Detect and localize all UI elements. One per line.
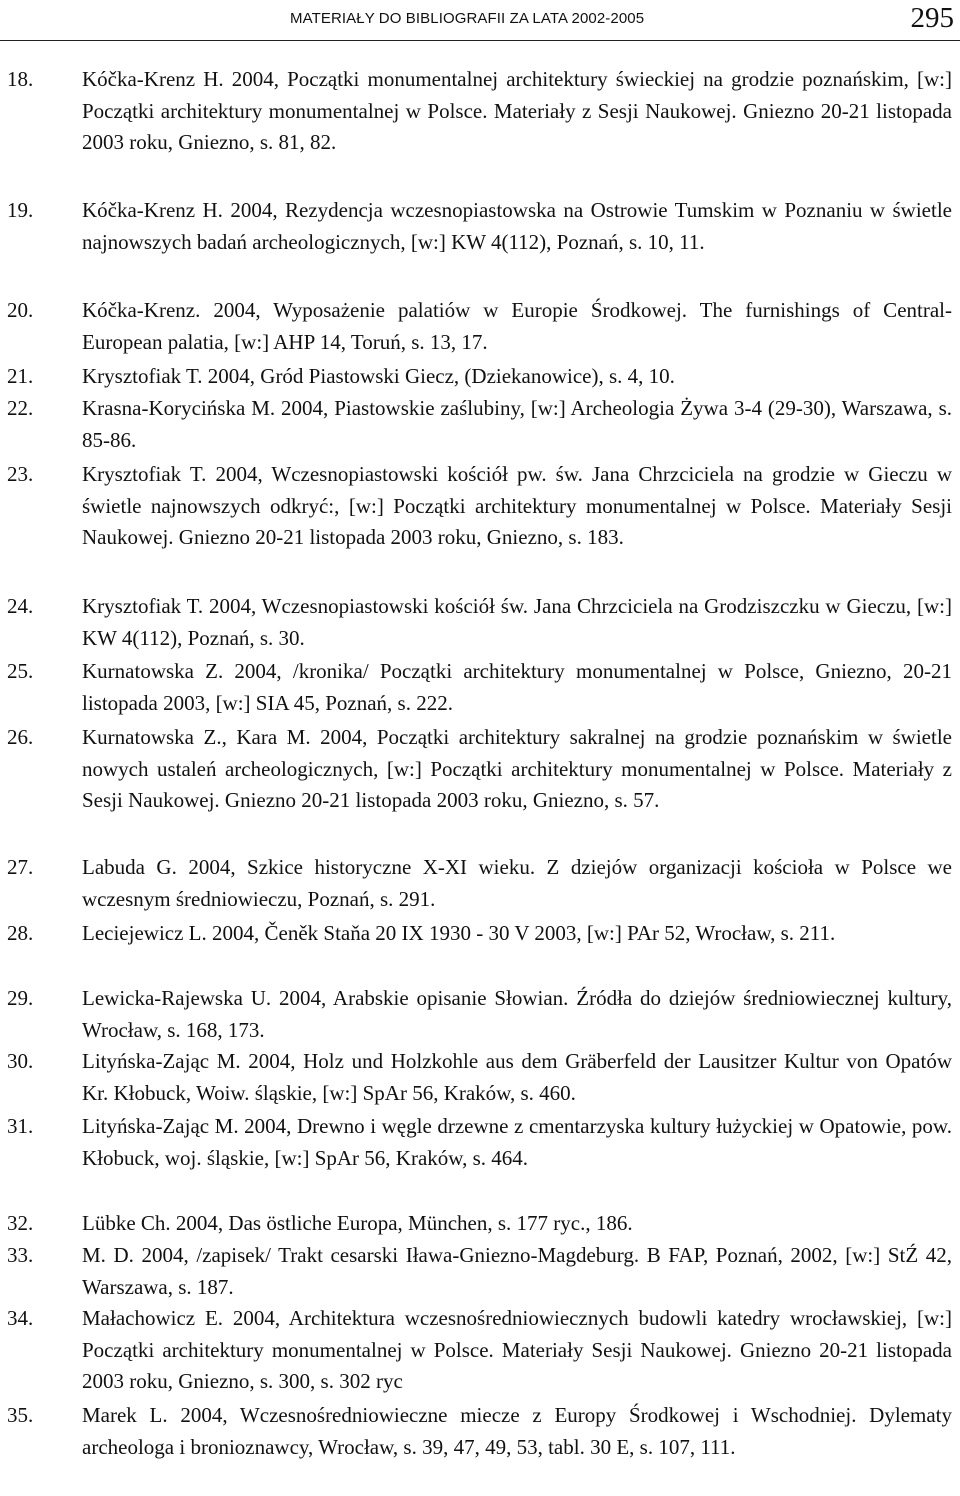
entry-text: Krasna-Korycińska M. 2004, Piastowskie zaślubiny, [w:] Archeologia Żywa 3-4 (29-30), Warszawa, s. 85-86. [82, 396, 952, 452]
entry-text: Małachowicz E. 2004, Architektura wczesnośredniowiecznych budowli katedry wrocławskiej, [w:] Początki architektury monumentalnej w Polsce. Materiały Sesji Naukowej. Gniezno 20-21 listopada 2003 roku, Gniezno, s. 300, s. 302 ryc [82, 1306, 952, 1394]
entry-number: 18. [7, 67, 34, 91]
entry-text: Lübke Ch. 2004, Das östliche Europa, München, s. 177 ryc., 186. [82, 1211, 633, 1235]
running-head: MATERIAŁY DO BIBLIOGRAFII ZA LATA 2002-2005 [290, 10, 645, 27]
entry-text: M. D. 2004, /zapisek/ Trakt cesarski Iława-Gniezno-Magdeburg. B FAP, Poznań, 2002, [w:] StŹ 42, Warszawa, s. 187. [82, 1243, 952, 1299]
entry-text: Labuda G. 2004, Szkice historyczne X-XI wieku. Z dziejów organizacji kościoła w Polsce we wczesnym średniowieczu, Poznań, s. 291. [82, 855, 952, 911]
entry-text: Kóčka-Krenz H. 2004, Początki monumentalnej architektury świeckiej na grodzie poznańskim, [w:] Początki architektury monumentalnej w Polsce. Materiały z Sesji Naukowej. Gniezno 20-21 listopada 2003 roku, Gniezno, s. 81, 82. [82, 67, 952, 155]
entry-number: 27. [7, 855, 34, 879]
entry-number: 30. [7, 1049, 34, 1073]
entry-text: Lewicka-Rajewska U. 2004, Arabskie opisanie Słowian. Źródła do dziejów średniowiecznej kultury, Wrocław, s. 168, 173. [82, 986, 952, 1042]
entry-text: Lityńska-Zając M. 2004, Holz und Holzkohle aus dem Gräberfeld der Lausitzer Kultur von Opatów Kr. Kłobuck, Woiw. śląskie, [w:] SpAr 56, Kraków, s. 460. [82, 1049, 952, 1105]
entry-text: Krysztofiak T. 2004, Wczesnopiastowski kościół św. Jana Chrzciciela na Grodziszczku w Gieczu, [w:] KW 4(112), Poznań, s. 30. [82, 594, 952, 650]
entry-number: 28. [7, 921, 34, 945]
entry-text: Kóčka-Krenz H. 2004, Rezydencja wczesnopiastowska na Ostrowie Tumskim w Poznaniu w świetle najnowszych badań archeologicznych, [w:] KW 4(112), Poznań, s. 10, 11. [82, 198, 952, 254]
page-number: 295 [910, 2, 954, 34]
entry-text: Kurnatowska Z., Kara M. 2004, Początki architektury sakralnej na grodzie poznańskim w świetle nowych ustaleń archeologicznych, [w:] Początki architektury monumentalnej w Polsce. Materiały z Sesji Naukowej. Gniezno 20-21 listopada 2003 roku, Gniezno, s. 57. [82, 725, 952, 813]
entry-number: 31. [7, 1114, 34, 1138]
entry-text: Kurnatowska Z. 2004, /kronika/ Początki architektury monumentalnej w Polsce, Gniezno, 20-21 listopada 2003, [w:] SIA 45, Poznań, s. 222. [82, 659, 952, 715]
entry-number: 21. [7, 364, 34, 388]
entry-number: 33. [7, 1243, 34, 1267]
entry-text: Krysztofiak T. 2004, Wczesnopiastowski kościół pw. św. Jana Chrzciciela na grodzie w Gieczu w świetle najnowszych odkryć:, [w:] Początki architektury monumentalnej w Polsce. Materiały Sesji Naukowej. Gniezno 20-21 listopada 2003 roku, Gniezno, s. 183. [82, 462, 952, 550]
entry-number: 26. [7, 725, 34, 749]
entry-number: 20. [7, 298, 34, 322]
entry-number: 32. [7, 1211, 34, 1235]
entry-text: Marek L. 2004, Wczesnośredniowieczne miecze z Europy Środkowej i Wschodniej. Dylematy archeologa i bronioznawcy, Wrocław, s. 39, 47, 49, 53, tabl. 30 E, s. 107, 111. [82, 1403, 952, 1459]
entry-number: 19. [7, 198, 34, 222]
entry-text: Krysztofiak T. 2004, Gród Piastowski Giecz, (Dziekanowice), s. 4, 10. [82, 364, 675, 388]
entry-text: Leciejewicz L. 2004, Čeněk Staňa 20 IX 1930 - 30 V 2003, [w:] PAr 52, Wrocław, s. 211. [82, 921, 836, 945]
entry-number: 24. [7, 594, 34, 618]
entry-number: 34. [7, 1306, 34, 1330]
entry-number: 22. [7, 396, 34, 420]
entry-number: 23. [7, 462, 34, 486]
entry-number: 29. [7, 986, 34, 1010]
entry-text: Lityńska-Zając M. 2004, Drewno i węgle drzewne z cmentarzyska kultury łużyckiej w Opatowie, pow. Kłobuck, woj. śląskie, [w:] SpAr 56, Kraków, s. 464. [82, 1114, 952, 1170]
entry-number: 25. [7, 659, 34, 683]
entry-number: 35. [7, 1403, 34, 1427]
entry-text: Kóčka-Krenz. 2004, Wyposażenie palatiów w Europie Środkowej. The furnishings of Central-European palatia, [w:] AHP 14, Toruń, s. 13, 17. [82, 298, 952, 354]
